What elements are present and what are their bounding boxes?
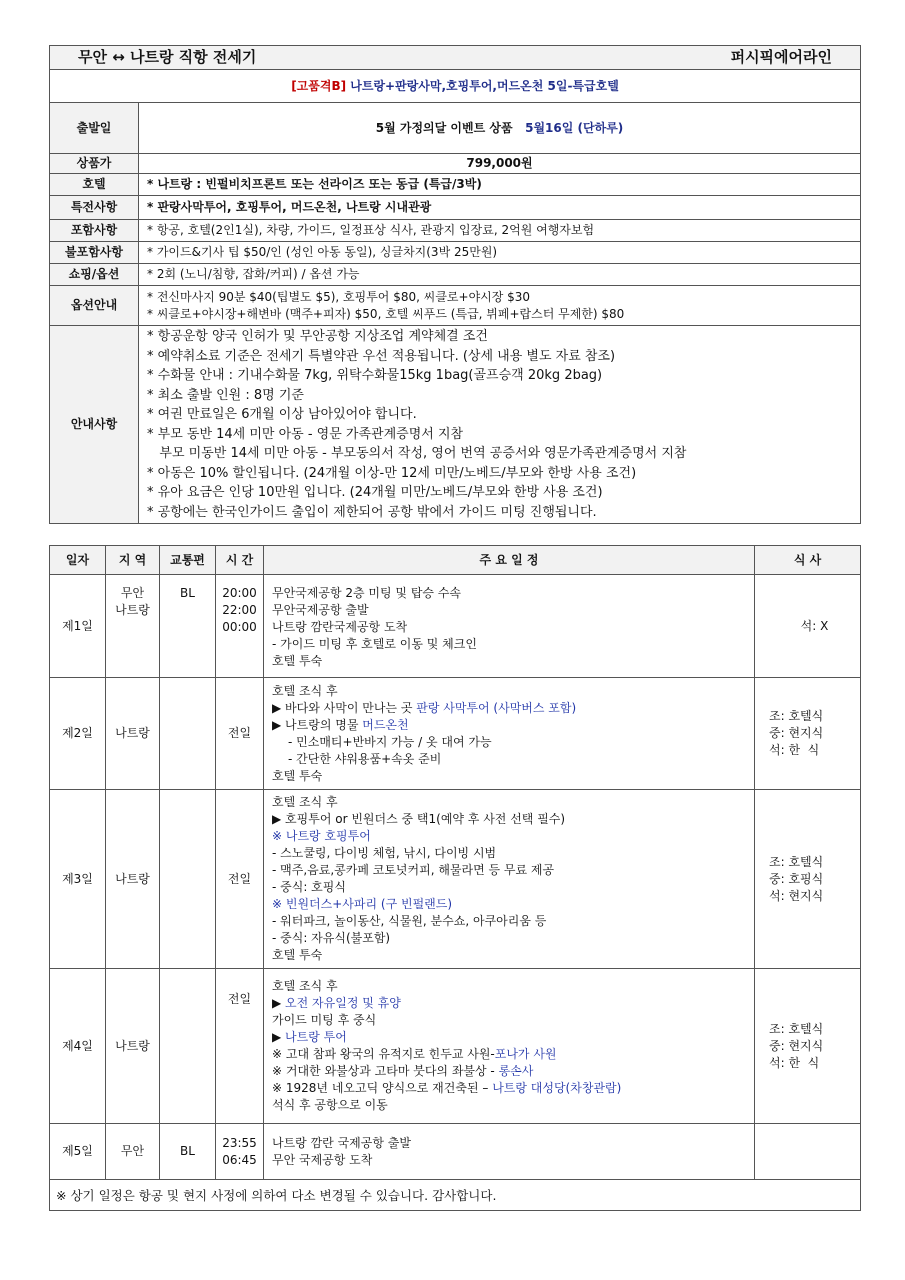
meal-line: 조: 호텔식 [769, 1021, 824, 1036]
product-title [50, 70, 861, 103]
meal-line: 중: 현지식 [769, 1038, 824, 1053]
notice-line: * 여권 만료일은 6개월 이상 남아있어야 합니다. [147, 407, 417, 422]
route-title: 무안 ↔ 나트랑 직항 전세기 [50, 49, 256, 66]
schedule-text: ▶ 나트랑의 명물 [272, 717, 363, 732]
time-cell: 전일 [216, 678, 264, 790]
schedule-text: ※ 고대 참파 왕국의 유적지로 힌두교 사원- [272, 1047, 495, 1061]
region-cell: 나트랑 [106, 678, 160, 790]
notices-label: 안내사항 [50, 326, 139, 524]
schedule-line: - 스노쿨링, 다이빙 체험, 낚시, 다이빙 시범 [272, 846, 497, 860]
highlight-text: 머드온천 [362, 717, 409, 732]
shopping-value: * 2회 (노니/침향, 잡화/커피) / 옵션 가능 [139, 264, 861, 286]
main-cell [264, 1124, 755, 1180]
schedule-line: 나트랑 깜란 국제공항 출발 [272, 1135, 411, 1150]
options-label: 옵션안내 [50, 286, 139, 326]
schedule-text: ▶ [272, 996, 286, 1010]
schedule-line: 무안국제공항 출발 [272, 603, 369, 617]
price-value: 799,000원 [139, 154, 861, 174]
schedule-line: - 민소매티+반바지 가능 / 옷 대여 가능 [288, 734, 492, 749]
main-cell [264, 575, 755, 678]
col-region: 지 역 [106, 546, 160, 575]
schedule-line: - 가이드 미팅 후 호텔로 이동 및 체크인 [272, 637, 477, 651]
table-row [50, 678, 861, 790]
schedule-line [272, 1063, 754, 1080]
notice-line: * 아동은 10% 할인됩니다. (24개월 이상-만 12세 미만/노베드/부모와 한방 사용 조건) [147, 465, 637, 481]
meal-line: 석: 한 식 [769, 743, 820, 757]
main-cell [264, 678, 755, 790]
col-time: 시 간 [216, 546, 264, 575]
notice-line: * 수화물 안내 : 기내수화물 7kg, 위탁수화물15kg 1bag(골프승객 20kg 2bag) [147, 368, 603, 383]
schedule-text: ▶ [272, 1030, 286, 1044]
meal-cell [755, 678, 861, 790]
departure-date: 5월16일 (단하루) [525, 120, 624, 135]
meal-cell [755, 790, 861, 969]
time-cell: 전일 [216, 790, 264, 969]
schedule-line: 나트랑 깜란국제공항 도착 [272, 620, 408, 634]
meal-line: 중: 현지식 [769, 726, 824, 740]
highlight-text: 판랑 사막투어 (사막버스 포함) [416, 700, 577, 715]
transport-cell: BL [160, 1124, 216, 1180]
schedule-line [272, 1046, 754, 1063]
day-cell: 제2일 [50, 678, 106, 790]
schedule-line: 석식 후 공항으로 이동 [272, 1098, 388, 1112]
schedule-line [272, 995, 754, 1012]
time-line: 23:55 [222, 1135, 257, 1150]
region-line: 무안 [120, 586, 145, 600]
schedule-line: 호텔 조식 후 [272, 683, 338, 698]
time-line: 00:00 [222, 620, 257, 634]
schedule-line [272, 717, 754, 734]
notice-line: * 부모 동반 14세 미만 아동 - 영문 가족관계증명서 지참 [147, 426, 464, 442]
region-line: 나트랑 [115, 603, 150, 617]
meal-line: 조: 호텔식 [769, 854, 824, 869]
notice-line: * 최소 출발 인원 : 8명 기준 [147, 387, 304, 403]
schedule-line: - 맥주,음료,콩카페 코토넛커피, 해물라면 등 무료 제공 [272, 863, 555, 877]
option-line: * 전신마사지 90분 $40(팁별도 $5), 호핑투어 $80, 씨클로+야시장 $30 [147, 289, 531, 304]
schedule-line: - 중식: 자유식(불포함) [272, 931, 391, 945]
route-header [50, 46, 861, 70]
meal-line: 중: 호핑식 [769, 871, 824, 886]
schedule-line: - 워터파크, 놀이동산, 식물원, 분수쇼, 아쿠아리움 등 [272, 914, 547, 928]
day-cell: 제4일 [50, 969, 106, 1124]
price-label: 상품가 [50, 154, 139, 174]
highlight-text: 포나가 사원 [494, 1047, 557, 1061]
table-row [50, 575, 861, 678]
region-cell [106, 575, 160, 678]
special-label: 특전사항 [50, 196, 139, 220]
main-cell [264, 969, 755, 1124]
title-tag: [고품격B] [291, 78, 347, 93]
schedule-line [272, 700, 754, 717]
schedule-line: 호텔 투숙 [272, 948, 323, 962]
day-cell: 제3일 [50, 790, 106, 969]
product-info-table [49, 45, 861, 524]
schedule-line: ※ 나트랑 호핑투어 [272, 829, 371, 843]
day-cell: 제1일 [50, 575, 106, 678]
meal-cell [755, 1124, 861, 1180]
time-line: 20:00 [222, 586, 257, 600]
schedule-line: 호텔 조식 후 [272, 795, 338, 809]
time-cell [216, 1124, 264, 1180]
meal-cell [755, 969, 861, 1124]
meal-line: 석: 한 식 [769, 1055, 820, 1070]
meal-line: 석: X [800, 618, 829, 633]
table-row [50, 969, 861, 1124]
schedule-text: ※ 거대한 와불상과 고타마 붓다의 좌불상 - [272, 1064, 499, 1078]
highlight-text: 나트랑 대성당(차창관람) [492, 1081, 622, 1095]
schedule-text: ▶ 바다와 사막이 만나는 곳 [272, 700, 417, 715]
time-line: 06:45 [222, 1152, 257, 1167]
schedule-line: 가이드 미팅 후 중식 [272, 1013, 377, 1027]
schedule-line: - 간단한 샤워용품+속옷 준비 [288, 751, 442, 766]
col-day: 일자 [50, 546, 106, 575]
notice-line: * 공항에는 한국인가이드 출입이 제한되어 공항 밖에서 가이드 미팅 진행됩니다. [147, 504, 597, 520]
time-cell: 전일 [216, 969, 264, 1124]
included-label: 포함사항 [50, 220, 139, 242]
title-main: 나트랑+판랑사막,호핑투어,머드온천 5일-특급호텔 [350, 78, 619, 93]
notice-line: * 항공운항 양국 인허가 및 무안공항 지상조업 계약체결 조건 [147, 329, 488, 344]
time-cell [216, 575, 264, 678]
departure-text: 5월 가정의달 이벤트 상품 [375, 120, 513, 135]
meal-line: 조: 호텔식 [769, 709, 824, 723]
notice-line: * 유아 요금은 인당 10만원 입니다. (24개월 미만/노베드/부모와 한방 사용 조건) [147, 485, 603, 500]
hotel-label: 호텔 [50, 174, 139, 196]
schedule-line: 무안국제공항 2층 미팅 및 탑승 수속 [272, 586, 461, 600]
schedule-line [272, 1029, 754, 1046]
table-row [50, 1124, 861, 1180]
schedule-text: ※ 1928년 네오고딕 양식으로 재건축된 – [272, 1081, 493, 1095]
meal-cell [755, 575, 861, 678]
col-transport: 교통편 [160, 546, 216, 575]
highlight-text: 롱손사 [498, 1064, 534, 1078]
special-value: * 판랑사막투어, 호핑투어, 머드온천, 나트랑 시내관광 [139, 196, 861, 220]
schedule-line: 호텔 조식 후 [272, 979, 338, 993]
departure-value [139, 103, 861, 154]
region-cell: 무안 [106, 1124, 160, 1180]
notices-value [139, 326, 861, 524]
region-cell: 나트랑 [106, 969, 160, 1124]
main-cell [264, 790, 755, 969]
transport-cell [160, 678, 216, 790]
day-cell: 제5일 [50, 1124, 106, 1180]
schedule-line: ▶ 호핑투어 or 빈원더스 중 택1(예약 후 사전 선택 필수) [272, 812, 566, 826]
airline-name: 퍼시픽에어라인 [731, 49, 860, 66]
region-cell: 나트랑 [106, 790, 160, 969]
schedule-line [272, 1080, 754, 1097]
shopping-label: 쇼핑/옵션 [50, 264, 139, 286]
highlight-text: 오전 자유일정 및 휴양 [285, 996, 401, 1010]
transport-cell [160, 790, 216, 969]
footer-note: ※ 상기 일정은 항공 및 현지 사정에 의하여 다소 변경될 수 있습니다. 감사합니다. [50, 1180, 861, 1211]
col-main: 주 요 일 정 [264, 546, 755, 575]
option-line: * 씨클로+야시장+해변바 (맥주+피자) $50, 호텔 씨푸드 (특급, 뷔페+랍스터 무제한) $80 [147, 306, 625, 321]
schedule-line: - 중식: 호핑식 [272, 880, 346, 894]
excluded-label: 불포함사항 [50, 242, 139, 264]
notice-line: * 예약취소료 기준은 전세기 특별약관 우선 적용됩니다. (상세 내용 별도 자료 참조) [147, 348, 616, 364]
highlight-text: 나트랑 투어 [285, 1030, 347, 1044]
included-value: * 항공, 호텔(2인1실), 차량, 가이드, 일정표상 식사, 관광지 입장료, 2억원 여행자보험 [139, 220, 861, 242]
col-meal: 식 사 [755, 546, 861, 575]
transport-cell [160, 969, 216, 1124]
excluded-value: * 가이드&기사 팁 $50/인 (성인 아동 동일), 싱글차지(3박 25만원) [139, 242, 861, 264]
schedule-line: ※ 빈원더스+사파리 (구 빈펄랜드) [272, 897, 453, 911]
schedule-line: 호텔 투숙 [272, 768, 323, 783]
itinerary-table [49, 545, 861, 1211]
schedule-line: 무안 국제공항 도착 [272, 1152, 373, 1167]
hotel-value: * 나트랑 : 빈펄비치프론트 또는 선라이즈 또는 동급 (특급/3박) [139, 174, 861, 196]
meal-line: 석: 현지식 [769, 888, 824, 903]
time-line: 22:00 [222, 603, 257, 617]
schedule-line: 호텔 투숙 [272, 654, 323, 668]
departure-label: 출발일 [50, 103, 139, 154]
transport-cell: BL [160, 575, 216, 678]
options-value [139, 286, 861, 326]
table-row [50, 790, 861, 969]
notice-line: 부모 미동반 14세 미만 아동 - 부모동의서 작성, 영어 번역 공증서와 영문가족관계증명서 지참 [147, 446, 687, 461]
